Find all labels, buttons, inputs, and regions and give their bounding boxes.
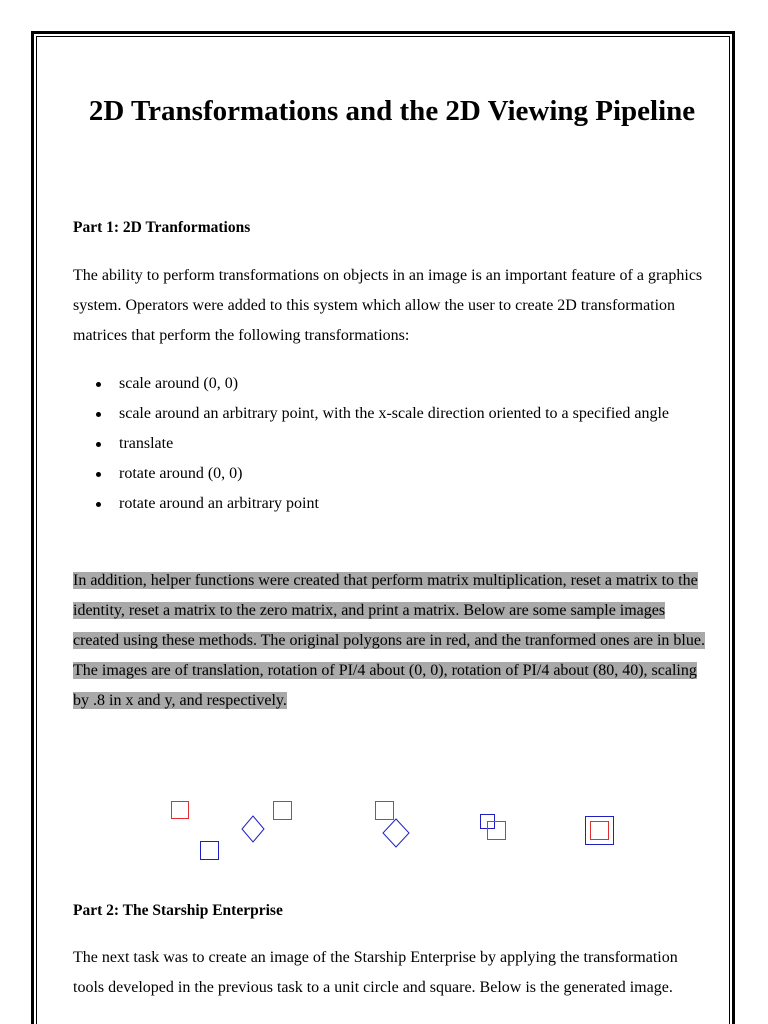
list-item: rotate around (0, 0) <box>73 459 711 489</box>
part2-intro: The next task was to create an image of the Starship Enterprise by applying the transformation tools developed in the previous task to a unit circle and square. Below is the generated image. <box>73 949 678 996</box>
translation-transformed-square <box>201 842 219 860</box>
list-item: rotate around an arbitrary point <box>73 489 711 519</box>
translation-original-square <box>172 802 189 819</box>
page-title: 2D Transformations and the 2D Viewing Pipeline <box>88 95 696 127</box>
list-item: scale around (0, 0) <box>73 369 711 399</box>
scale-original-square <box>488 822 506 840</box>
part1-intro: The ability to perform transformations on objects in an image is an important feature of a graphics system. Operators were added to this system which allow the user to create 2D transformation matrices that perform the following transformations: <box>73 267 703 344</box>
highlighted-text: In addition, helper functions were created that perform matrix multiplication, reset a matrix to the identity, reset a matrix to the zero matrix, and print a matrix. Below are some sample images created using these methods. The original polygons are in red, and the tranformed ones are in blue. The images are of translation, rotation of PI/4 about (0, 0), rotation of PI/4 about (80, 40), scaling by .8 in x and y, and respectively. <box>73 572 705 709</box>
part2-heading: Part 2: The Starship Enterprise <box>73 902 283 919</box>
fifth-original-square <box>591 822 609 840</box>
rotation-point-transformed-diamond <box>383 819 409 847</box>
rotation-point-original-square <box>376 802 394 820</box>
part1-heading: Part 1: 2D Tranformations <box>73 219 251 236</box>
list-item: translate <box>73 429 711 459</box>
rotation-origin-transformed-diamond <box>242 816 264 842</box>
list-item: scale around an arbitrary point, with the x-scale direction oriented to a specified angle <box>73 399 711 429</box>
fifth-transformed-square <box>586 817 614 845</box>
rotation-origin-original-square <box>274 802 292 820</box>
